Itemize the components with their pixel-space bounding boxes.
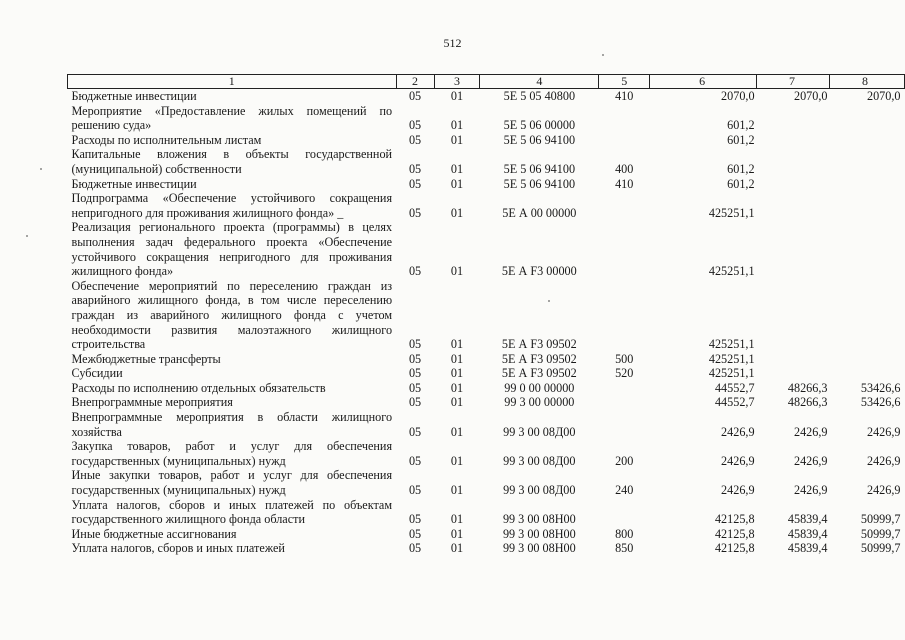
row-amount-col7: 45839,4 bbox=[787, 541, 828, 556]
row-target-code: 5Е А F3 00000 bbox=[501, 264, 577, 279]
row-amount-col8: 50999,7 bbox=[860, 512, 901, 527]
row-name: Внепрограммные мероприятия bbox=[71, 395, 233, 410]
table-row bbox=[68, 410, 905, 439]
row-section: 05 bbox=[408, 205, 422, 220]
row-section: 05 bbox=[408, 366, 422, 381]
table-header-row bbox=[68, 75, 905, 89]
row-subsection: 01 bbox=[450, 512, 464, 527]
row-subsection: 01 bbox=[450, 132, 464, 147]
row-amount-col6: 42125,8 bbox=[714, 541, 755, 556]
row-subsection: 01 bbox=[450, 366, 464, 381]
row-section: 05 bbox=[408, 424, 422, 439]
row-target-code: 5Е А F3 09502 bbox=[501, 351, 577, 366]
row-name: Бюджетные инвестиции bbox=[71, 89, 197, 103]
row-subsection: 01 bbox=[450, 526, 464, 541]
row-amount-col8: 2070,0 bbox=[866, 89, 901, 103]
row-amount-col7 bbox=[757, 177, 830, 192]
row-amount-col7 bbox=[757, 147, 830, 176]
table-row bbox=[68, 439, 905, 468]
row-expense-type bbox=[599, 498, 650, 527]
row-amount-col6: 601,2 bbox=[727, 161, 755, 176]
header-col-8: 8 bbox=[830, 75, 905, 89]
table-row bbox=[68, 191, 905, 220]
row-target-code: 99 3 00 08Д00 bbox=[503, 424, 576, 439]
row-target-code: 5Е А F3 09502 bbox=[501, 366, 577, 381]
row-section: 05 bbox=[408, 176, 422, 191]
row-name: Расходы по исполнительным листам bbox=[71, 132, 262, 147]
row-target-code: 5Е А 00 00000 bbox=[502, 205, 577, 220]
table-row bbox=[68, 220, 905, 278]
row-expense-type: 200 bbox=[615, 453, 634, 468]
row-amount-col6: 425251,1 bbox=[708, 351, 755, 366]
header-col-2: 2 bbox=[396, 75, 434, 89]
table-row bbox=[68, 177, 905, 192]
row-amount-col8 bbox=[830, 191, 905, 220]
row-amount-col7 bbox=[757, 104, 830, 133]
row-section: 05 bbox=[408, 453, 422, 468]
row-name: Иные закупки товаров, работ и услуг для обеспечения государственных (муниципальных) нужд bbox=[71, 468, 393, 498]
row-expense-type bbox=[599, 395, 650, 410]
row-amount-col6: 425251,1 bbox=[708, 366, 755, 381]
row-expense-type: 410 bbox=[615, 89, 634, 103]
row-section: 05 bbox=[408, 264, 422, 279]
header-col-5: 5 bbox=[599, 75, 650, 89]
row-subsection: 01 bbox=[450, 395, 464, 410]
row-amount-col6: 601,2 bbox=[727, 176, 755, 191]
row-section: 05 bbox=[408, 380, 422, 395]
row-section: 05 bbox=[408, 89, 422, 103]
row-expense-type bbox=[599, 220, 650, 278]
row-expense-type: 240 bbox=[615, 483, 634, 498]
row-name: Реализация регионального проекта (программы) в целях выполнения задач федерального проекта «Обеспечение устойчивого сокращения непригодного для проживания жилищного фонда» bbox=[71, 220, 393, 279]
row-amount-col6: 44552,7 bbox=[714, 380, 755, 395]
row-amount-col7 bbox=[757, 133, 830, 148]
row-subsection: 01 bbox=[450, 541, 464, 556]
row-expense-type: 800 bbox=[615, 526, 634, 541]
row-subsection: 01 bbox=[450, 483, 464, 498]
row-expense-type bbox=[599, 133, 650, 148]
row-amount-col6: 2426,9 bbox=[721, 424, 755, 439]
scan-speck bbox=[602, 54, 604, 56]
row-expense-type: 410 bbox=[615, 176, 634, 191]
header-col-6: 6 bbox=[650, 75, 757, 89]
row-amount-col8: 2426,9 bbox=[866, 453, 901, 468]
row-amount-col8 bbox=[830, 220, 905, 278]
table-row bbox=[68, 381, 905, 396]
row-amount-col7: 45839,4 bbox=[787, 526, 828, 541]
row-amount-col6: 601,2 bbox=[727, 118, 755, 133]
row-section: 05 bbox=[408, 132, 422, 147]
row-amount-col6: 425251,1 bbox=[708, 205, 755, 220]
row-target-code: 99 3 00 00000 bbox=[504, 395, 575, 410]
row-name: Иные бюджетные ассигнования bbox=[71, 526, 237, 541]
row-amount-col6: 44552,7 bbox=[714, 395, 755, 410]
row-expense-type: 400 bbox=[615, 161, 634, 176]
row-target-code: 99 0 00 00000 bbox=[504, 380, 575, 395]
row-section: 05 bbox=[408, 161, 422, 176]
row-section: 05 bbox=[408, 512, 422, 527]
row-section: 05 bbox=[408, 483, 422, 498]
row-subsection: 01 bbox=[450, 176, 464, 191]
row-expense-type bbox=[599, 191, 650, 220]
row-target-code: 99 3 00 08Д00 bbox=[503, 453, 576, 468]
row-section: 05 bbox=[408, 541, 422, 556]
row-target-code: 5Е 5 05 40800 bbox=[503, 89, 576, 103]
table-row bbox=[68, 366, 905, 381]
table-row bbox=[68, 133, 905, 148]
header-col-3: 3 bbox=[434, 75, 480, 89]
row-amount-col8: 50999,7 bbox=[860, 526, 901, 541]
row-name: Расходы по исполнению отдельных обязательств bbox=[71, 380, 326, 395]
row-target-code: 5Е 5 06 94100 bbox=[503, 176, 576, 191]
row-amount-col7 bbox=[757, 220, 830, 278]
table-row bbox=[68, 89, 905, 104]
row-target-code: 99 3 00 08Н00 bbox=[502, 512, 576, 527]
row-name: Капитальные вложения в объекты государственной (муниципальной) собственности bbox=[71, 147, 393, 176]
row-amount-col6: 425251,1 bbox=[708, 264, 755, 279]
row-expense-type bbox=[599, 410, 650, 439]
header-col-1: 1 bbox=[68, 75, 397, 89]
row-name: Подпрограмма «Обеспечение устойчивого сокращения непригодного для проживания жилищного фонда» _ bbox=[71, 191, 393, 220]
row-section: 05 bbox=[408, 351, 422, 366]
row-subsection: 01 bbox=[450, 380, 464, 395]
row-amount-col8: 53426,6 bbox=[860, 380, 901, 395]
row-amount-col7 bbox=[757, 279, 830, 352]
row-subsection: 01 bbox=[450, 424, 464, 439]
row-name: Бюджетные инвестиции bbox=[71, 176, 197, 191]
row-section: 05 bbox=[408, 526, 422, 541]
row-expense-type: 520 bbox=[615, 366, 634, 381]
row-name: Уплата налогов, сборов и иных платежей bbox=[71, 541, 285, 556]
row-amount-col8 bbox=[830, 366, 905, 381]
row-name: Закупка товаров, работ и услуг для обеспечения государственных (муниципальных) нужд bbox=[71, 439, 393, 468]
scan-speck bbox=[548, 300, 550, 302]
row-subsection: 01 bbox=[450, 205, 464, 220]
row-amount-col8 bbox=[830, 133, 905, 148]
row-expense-type bbox=[599, 104, 650, 133]
row-amount-col7: 2426,9 bbox=[793, 483, 828, 498]
row-target-code: 99 3 00 08Д00 bbox=[503, 483, 576, 498]
row-amount-col7: 2426,9 bbox=[793, 453, 828, 468]
row-subsection: 01 bbox=[450, 118, 464, 133]
row-amount-col6: 2426,9 bbox=[721, 453, 755, 468]
row-target-code: 5Е 5 06 00000 bbox=[503, 118, 576, 133]
row-section: 05 bbox=[408, 118, 422, 133]
row-target-code: 5Е 5 06 94100 bbox=[503, 161, 576, 176]
row-target-code: 99 3 00 08Н00 bbox=[502, 526, 576, 541]
page-number: 512 bbox=[443, 36, 462, 50]
row-expense-type bbox=[599, 381, 650, 396]
row-amount-col7: 48266,3 bbox=[787, 395, 828, 410]
row-amount-col6: 425251,1 bbox=[708, 337, 755, 352]
row-amount-col8: 2426,9 bbox=[866, 424, 901, 439]
row-subsection: 01 bbox=[450, 351, 464, 366]
table-row bbox=[68, 468, 905, 497]
table-row bbox=[68, 147, 905, 176]
row-name: Внепрограммные мероприятия в области жилищного хозяйства bbox=[71, 410, 393, 439]
scan-speck bbox=[26, 235, 28, 237]
row-amount-col7 bbox=[757, 191, 830, 220]
row-amount-col7 bbox=[757, 366, 830, 381]
header-col-7: 7 bbox=[757, 75, 830, 89]
scan-speck bbox=[40, 168, 42, 170]
table-row bbox=[68, 498, 905, 527]
row-amount-col8: 50999,7 bbox=[860, 541, 901, 556]
row-amount-col8 bbox=[830, 104, 905, 133]
row-expense-type: 500 bbox=[615, 351, 634, 366]
row-subsection: 01 bbox=[450, 337, 464, 352]
row-amount-col8: 2426,9 bbox=[866, 483, 901, 498]
budget-table-body bbox=[68, 75, 905, 557]
table-row bbox=[68, 395, 905, 410]
table-row bbox=[68, 541, 905, 556]
row-amount-col6: 2426,9 bbox=[721, 483, 755, 498]
row-target-code: 5Е 5 06 94100 bbox=[503, 132, 576, 147]
row-name: Мероприятие «Предоставление жилых помещений по решению суда» bbox=[71, 103, 393, 133]
row-subsection: 01 bbox=[450, 264, 464, 279]
row-amount-col7: 45839,4 bbox=[787, 512, 828, 527]
row-section: 05 bbox=[408, 395, 422, 410]
row-expense-type: 850 bbox=[615, 541, 634, 556]
row-amount-col6: 2070,0 bbox=[721, 89, 755, 103]
row-name: Межбюджетные трансферты bbox=[71, 351, 221, 366]
row-amount-col7: 48266,3 bbox=[787, 380, 828, 395]
row-name: Обеспечение мероприятий по переселению граждан из аварийного жилищного фонда, в том числе переселению граждан из аварийного жилищного фонда с учетом необходимости развития малоэтажного жилищного строительства bbox=[71, 278, 393, 352]
row-subsection: 01 bbox=[450, 89, 464, 103]
budget-table bbox=[67, 74, 905, 556]
table-row bbox=[68, 352, 905, 367]
table-row bbox=[68, 104, 905, 133]
row-target-code: 5Е А F3 09502 bbox=[501, 337, 577, 352]
row-amount-col8 bbox=[830, 279, 905, 352]
row-amount-col8 bbox=[830, 352, 905, 367]
row-amount-col7: 2426,9 bbox=[793, 424, 828, 439]
row-amount-col8 bbox=[830, 177, 905, 192]
row-subsection: 01 bbox=[450, 161, 464, 176]
row-name: Уплата налогов, сборов и иных платежей по объектам государственного жилищного фонда области bbox=[71, 497, 393, 527]
row-amount-col7 bbox=[757, 352, 830, 367]
row-amount-col8 bbox=[830, 147, 905, 176]
row-target-code: 99 3 00 08Н00 bbox=[502, 541, 576, 556]
table-row bbox=[68, 527, 905, 542]
row-amount-col6: 42125,8 bbox=[714, 512, 755, 527]
header-col-4: 4 bbox=[480, 75, 599, 89]
row-name: Субсидии bbox=[71, 366, 123, 381]
row-amount-col8: 53426,6 bbox=[860, 395, 901, 410]
row-expense-type bbox=[599, 279, 650, 352]
row-subsection: 01 bbox=[450, 453, 464, 468]
row-amount-col7: 2070,0 bbox=[793, 89, 828, 103]
row-section: 05 bbox=[408, 337, 422, 352]
table-row bbox=[68, 279, 905, 352]
row-amount-col6: 42125,8 bbox=[714, 526, 755, 541]
row-amount-col6: 601,2 bbox=[727, 132, 755, 147]
